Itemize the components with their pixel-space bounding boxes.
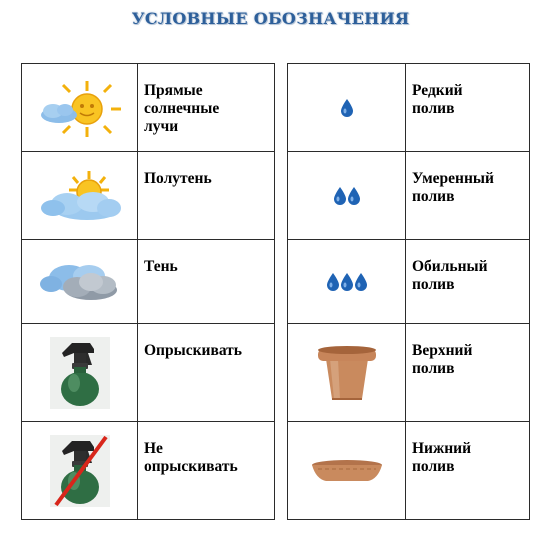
moderate-watering-label: Умеренный полив <box>412 170 494 205</box>
label-cell <box>138 422 275 520</box>
spray-label: Опрыскивать <box>144 342 242 359</box>
no-spray-label: Не опрыскивать <box>144 440 238 475</box>
icon-cell <box>288 240 406 324</box>
legend-row <box>22 64 275 152</box>
one-drop-icon <box>337 96 357 120</box>
label-cell <box>406 64 530 152</box>
watering-legend-table <box>287 63 530 520</box>
label-cell <box>406 240 530 324</box>
legend-row <box>288 152 530 240</box>
light-legend-table <box>21 63 275 520</box>
icon-cell <box>288 422 406 520</box>
label-cell <box>406 422 530 520</box>
direct-sun-label: Прямые солнечные лучи <box>144 82 220 135</box>
icon-cell <box>22 324 138 422</box>
three-drops-icon <box>325 270 369 294</box>
icon-cell <box>288 64 406 152</box>
abundant-watering-label: Обильный полив <box>412 258 488 293</box>
shade-cloud-icon <box>37 258 123 306</box>
label-cell <box>138 240 275 324</box>
legend-row <box>288 422 530 520</box>
legend-row <box>22 152 275 240</box>
legend-row <box>288 324 530 422</box>
icon-cell <box>22 152 138 240</box>
legend-row <box>288 240 530 324</box>
label-cell <box>138 324 275 422</box>
flower-pot-icon <box>312 343 382 403</box>
icon-cell <box>288 324 406 422</box>
icon-cell <box>22 240 138 324</box>
sun-cloud-icon <box>37 75 123 141</box>
legend-row <box>22 240 275 324</box>
icon-cell <box>22 422 138 520</box>
partial-shade-icon <box>37 168 123 224</box>
spray-bottle-icon <box>50 337 110 409</box>
icon-cell <box>22 64 138 152</box>
label-cell <box>138 152 275 240</box>
label-cell <box>138 64 275 152</box>
no-spray-icon <box>50 435 110 507</box>
legend-row <box>288 64 530 152</box>
label-cell <box>406 152 530 240</box>
page-title: УСЛОВНЫЕ ОБОЗНАЧЕНИЯ <box>131 9 410 28</box>
saucer-icon <box>310 457 384 485</box>
partial-shade-label: Полутень <box>144 170 212 187</box>
legend-row <box>22 422 275 520</box>
bottom-watering-label: Нижний полив <box>412 440 472 475</box>
legend-row <box>22 324 275 422</box>
top-watering-label: Верхний полив <box>412 342 473 377</box>
shade-label: Тень <box>144 258 178 275</box>
label-cell <box>406 324 530 422</box>
two-drops-icon <box>331 184 363 208</box>
icon-cell <box>288 152 406 240</box>
rare-watering-label: Редкий полив <box>412 82 463 117</box>
